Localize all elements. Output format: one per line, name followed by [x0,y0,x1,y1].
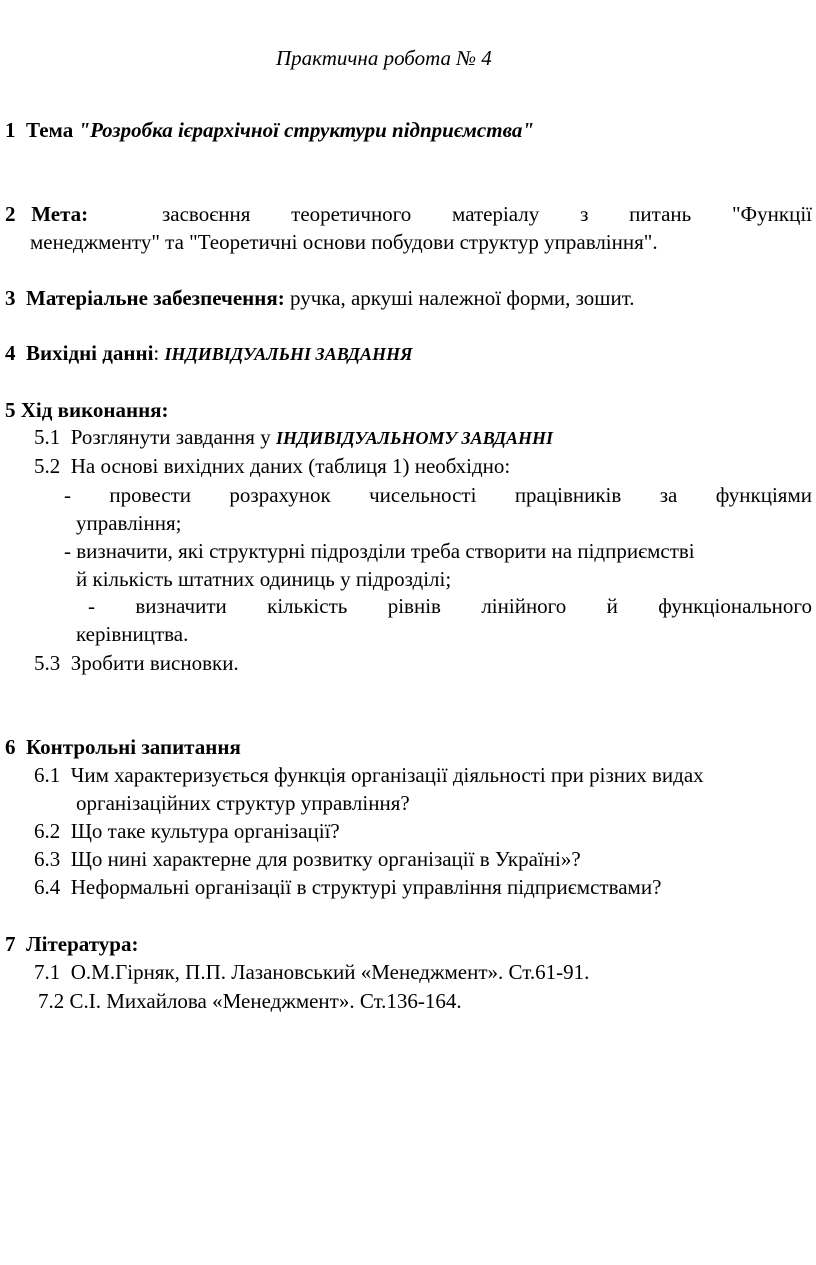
item-number: 6.2 [34,819,61,843]
item-text: Зробити висновки. [70,651,239,675]
item-text: Що нині характерне для розвитку організації в Україні»? [70,847,581,871]
section-6-item-3 [34,845,581,873]
section-7-item-2 [38,987,462,1015]
section-5-item-2 [34,452,510,480]
item-number: 5.1 [34,425,61,449]
item-text: Що таке культура організації? [70,819,340,843]
item-emphasis: ІНДИВІДУАЛЬНОМУ ЗАВДАННІ [275,428,554,448]
section-2-text-line2: менеджменту" та "Теоретичні основи побудови структур управління". [30,230,658,254]
section-3 [5,284,635,312]
section-4-value: ІНДИВІДУАЛЬНІ ЗАВДАННЯ [164,344,413,364]
section-7-item-1 [34,958,589,986]
section-2-label: Мета: [31,202,89,226]
section-1-topic: "Розробка ієрархічної структури підприємства" [78,118,534,142]
item-text: Чим характеризується функція організації діяльності при різних видах [70,763,704,787]
section-3-number: 3 [5,286,16,310]
item-text: Неформальні організації в структурі управління підприємствами? [70,875,662,899]
bullet-2-line1: - визначити, які структурні підрозділи треба створити на підприємстві [64,539,695,563]
item-text: О.М.Гірняк, П.П. Лазановський «Менеджмент». Ст.61-91. [70,960,590,984]
bullet-3-line2: керівництва. [76,622,189,646]
item-number: 7.2 [38,989,65,1013]
item-number: 7.1 [34,960,61,984]
section-7-heading [5,930,138,958]
section-3-label: Матеріальне забезпечення: [26,286,285,310]
section-4 [5,339,412,368]
bullet-1-line2: управління; [76,511,182,535]
section-5-heading: 5 Хід виконання: [5,398,169,422]
item-number: 6.1 [34,763,61,787]
page-title-text: Практична робота № 4 [276,46,492,70]
section-6-label: Контрольні запитання [26,735,241,759]
section-2-number: 2 [5,202,16,226]
item-text: Розглянути завдання у [70,425,271,449]
section-2-text-line1: засвоєння теоретичного матеріалу з питань "Функції [162,202,812,226]
bullet-3-line1: - визначити кількість рівнів лінійного й функціонального [88,594,812,618]
section-6-item-4 [34,873,661,901]
section-3-text: ручка, аркуші належної форми, зошит. [289,286,635,310]
bullet-2-line2: й кількість штатних одиниць у підрозділі; [76,567,452,591]
item-text: С.І. Михайлова «Менеджмент». Ст.136-164. [69,989,462,1013]
page-title [276,44,492,72]
section-7-number: 7 [5,932,16,956]
section-5-item-1 [34,423,553,452]
section-4-colon: : [153,341,160,365]
section-6-heading [5,733,241,761]
bullet-1-line1: - провести розрахунок чисельності працівників за функціями [64,483,812,507]
item-number: 6.3 [34,847,61,871]
section-6-item-1-line2: організаційних структур управління? [76,791,410,815]
item-text: На основі вихідних даних (таблиця 1) необхідно: [70,454,511,478]
item-number: 5.2 [34,454,61,478]
section-1-label: Тема [26,118,74,142]
section-4-number: 4 [5,341,16,365]
section-6-item-1 [34,761,704,789]
section-1 [5,116,534,144]
section-6-number: 6 [5,735,16,759]
section-1-number: 1 [5,118,16,142]
section-2-heading [5,200,88,228]
section-6-item-2 [34,817,340,845]
section-5-item-3 [34,649,239,677]
section-7-label: Література: [26,932,139,956]
item-number: 5.3 [34,651,61,675]
section-4-label: Вихідні данні [26,341,154,365]
item-number: 6.4 [34,875,61,899]
